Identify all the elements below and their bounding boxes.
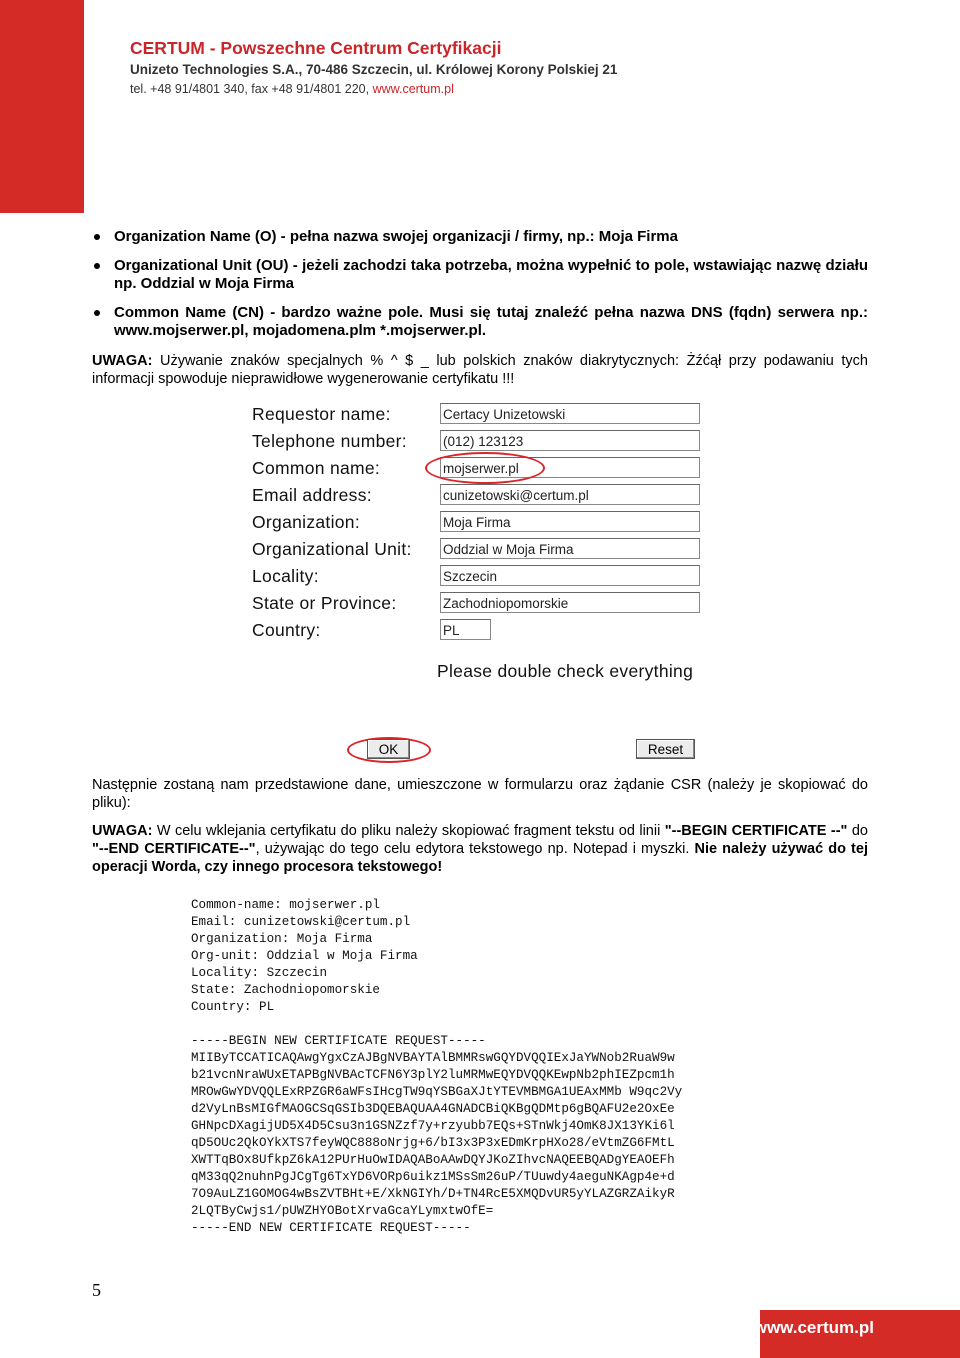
common-name-label: Common name: xyxy=(252,458,381,478)
organization-label: Organization: xyxy=(252,512,360,532)
letterhead-contact xyxy=(130,82,454,96)
locality-label: Locality: xyxy=(252,566,319,586)
org-unit-input[interactable]: Oddzial w Moja Firma xyxy=(440,538,700,559)
ok-button[interactable]: OK xyxy=(367,739,410,759)
requestor-name-label: Requestor name: xyxy=(252,404,391,424)
telephone-input[interactable]: (012) 123123 xyxy=(440,430,700,451)
contact-text: tel. +48 91/4801 340, fax +48 91/4801 220, xyxy=(130,82,373,96)
csr-intro-paragraph: Następnie zostaną nam przedstawione dane, umieszczone w formularzu oraz żądanie CSR (należy je skopiować do pliku): xyxy=(92,777,868,811)
form-row-state xyxy=(250,592,720,616)
field-description-list xyxy=(92,228,868,351)
form-row-org-unit xyxy=(250,538,720,562)
form-row-country xyxy=(250,619,720,643)
form-row-requestor xyxy=(250,403,720,427)
double-check-note: Please double check everything xyxy=(437,661,694,681)
instruction-text: W celu wklejania certyfikatu do pliku należy skopiować fragment tekstu od linii xyxy=(152,823,665,839)
end-marker: "--END CERTIFICATE--" xyxy=(92,841,256,857)
form-row-telephone xyxy=(250,430,720,454)
form-row-email xyxy=(250,484,720,508)
csr-output-block: Common-name: mojserwer.pl Email: cunizetowski@certum.pl Organization: Moja Firma Org-unit: Oddzial w Moja Firma Locality: Szczecin State: Zachodniopomorskie Country: PL -----BEGIN NEW CERTIFICATE REQUEST----- MIIByTCCATICAQAwgYgxCzAJBgNVBAYTAlBMMRswGQYDVQQIExJaYWNob2RuaW9w b21vcnNraWUxETAPBgNVBAcTCFN6Y3plY2luMRMwEQYDVQQKEwpNb2phIEZpcm1h MROwGwYDVQQLExRPZGR6aWFsIHcgTW9qYSBGaXJtYTEVMBMGA1UEAxMMb W9qc2Vy d2VyLnBsMIGfMAOGCSqGSIb3DQEBAQUAA4GNADCBiQKBgQDMtp6gBQAFU2e2OxEe GHNpcDXagijUD5X4D5Csu3n1GSNZzf7y+rzyubb7EQs+STnWkj4OmK8JX13YKi6l qD5OUc2QkOYkXTS7feyWQC888oNrjg+6/bI3x3P3xEDmKrpHXo28/eVtmZG6FMtL XWTTqBOx8UfkpZ6kA12PUrHuOwIDAQABoAAwDQYJKoZIhvcNAQEEBQADgYEAOEFh qM33qQ2nuhnPgJCgTg6TxYD6VORp6uikz1MSsSm26uP/TUuwdy4aeguNKAgp4e+d 7O9AuLZ1GOMOG4wBsZVTBHt+E/XkNGIYh/D+TN4RcE5XMQDvUR5yYLAZGRZAikyR 2LQTByCwjs1/pUWZHYOBotXrvaGcaYLymxtwOfE= -----END NEW CERTIFICATE REQUEST----- xyxy=(191,898,683,1235)
reset-button[interactable]: Reset xyxy=(636,739,695,759)
warning-text: Używanie znaków specjalnych % ^ $ _ lub polskich znaków diakrytycznych: Żźćął przy podawaniu tych informacji spowoduje nieprawidłowe wygenerowanie certyfikatu !!! xyxy=(92,353,868,387)
country-label: Country: xyxy=(252,620,321,640)
letterhead-title: CERTUM - Powszechne Centrum Certyfikacji xyxy=(130,38,502,58)
warning-label: UWAGA: xyxy=(92,353,153,369)
country-input[interactable]: PL xyxy=(440,619,491,640)
requestor-name-input[interactable]: Certacy Unizetowski xyxy=(440,403,700,424)
footer-website: www.certum.pl xyxy=(753,1318,874,1337)
form-row-organization xyxy=(250,511,720,535)
common-name-input[interactable]: mojserwer.pl xyxy=(440,457,700,478)
state-input[interactable]: Zachodniopomorskie xyxy=(440,592,700,613)
locality-input[interactable]: Szczecin xyxy=(440,565,700,586)
list-item: Organizational Unit (OU) - jeżeli zachodzi taka potrzeba, można wypełnić to pole, wstawiając nazwę działu np. Oddzial w Moja Firma xyxy=(92,257,868,293)
form-row-locality xyxy=(250,565,720,589)
telephone-label: Telephone number: xyxy=(252,431,407,451)
organization-input[interactable]: Moja Firma xyxy=(440,511,700,532)
common-name-highlight xyxy=(425,452,545,484)
page-number: 5 xyxy=(92,1280,101,1300)
email-label: Email address: xyxy=(252,485,372,505)
warning-label: UWAGA: xyxy=(92,823,153,839)
website-link[interactable]: www.certum.pl xyxy=(372,82,454,96)
instruction-text: do xyxy=(847,823,868,839)
letterhead-company: Unizeto Technologies S.A., 70-486 Szczecin, ul. Królowej Korony Polskiej 21 xyxy=(130,62,618,77)
copy-instructions-paragraph xyxy=(92,822,868,876)
word-warning: Nie należy używać do tej operacji Worda, czy innego procesora tekstowego! xyxy=(92,841,868,875)
begin-marker: "--BEGIN CERTIFICATE --" xyxy=(664,823,848,839)
letterhead xyxy=(84,0,960,213)
warning-paragraph xyxy=(92,352,868,388)
list-item: Organization Name (O) - pełna nazwa swojej organizacji / firmy, np.: Moja Firma xyxy=(92,228,868,246)
list-item: Common Name (CN) - bardzo ważne pole. Musi się tutaj znaleźć pełna nazwa DNS (fqdn) serwera np.: www.mojserwer.pl, mojadomena.plm *.mojserwer.pl. xyxy=(92,304,868,340)
org-unit-label: Organizational Unit: xyxy=(252,539,412,559)
email-input[interactable]: cunizetowski@certum.pl xyxy=(440,484,700,505)
header-accent-bar xyxy=(0,0,84,213)
state-label: State or Province: xyxy=(252,593,397,613)
instruction-text: , używając do tego celu edytora tekstowego np. Notepad i myszki. xyxy=(255,841,695,857)
